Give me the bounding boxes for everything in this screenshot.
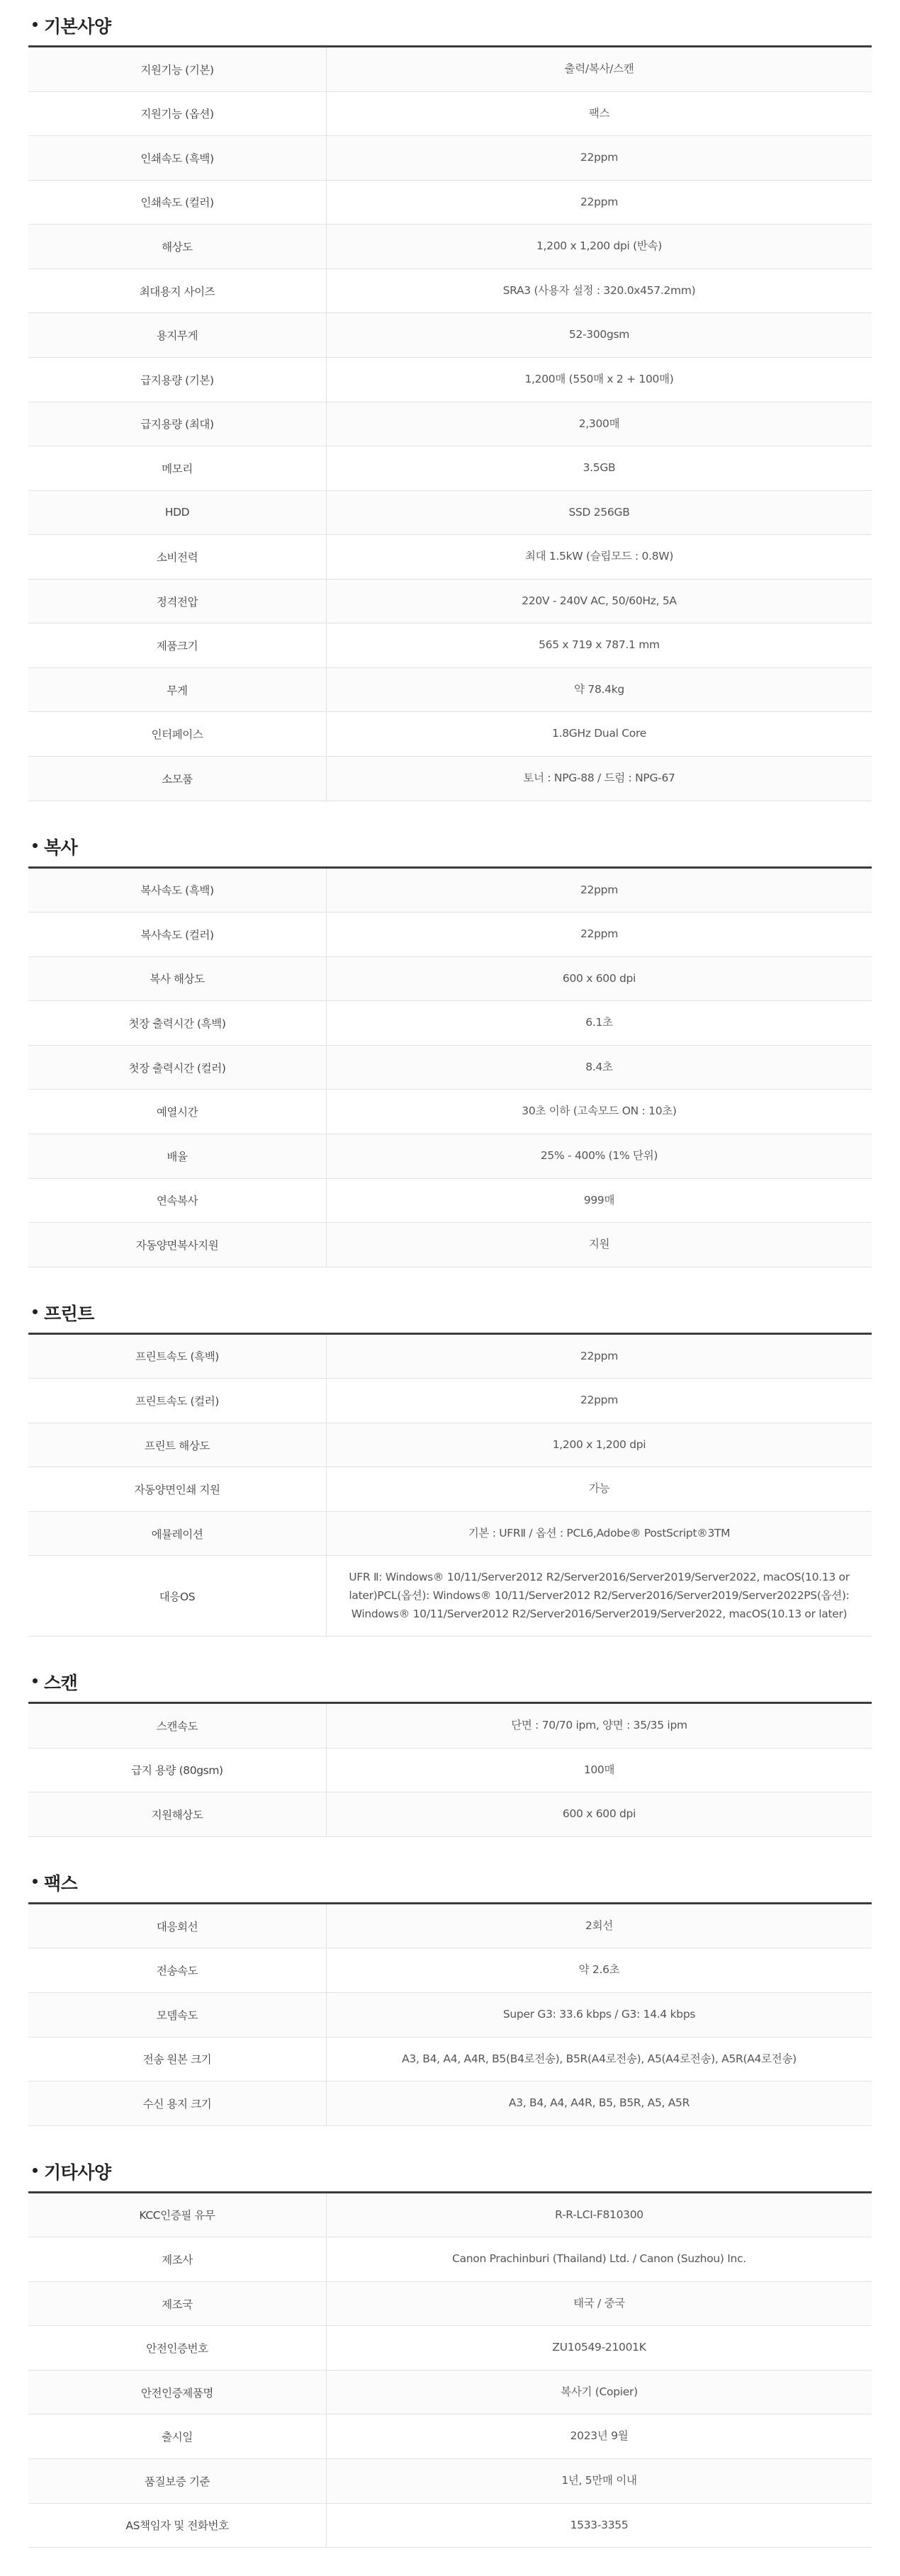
spec-value: 100매 (583, 1763, 615, 1776)
spec-label: 급지용량 (최대) (28, 402, 327, 446)
spec-value: 22ppm (580, 1349, 618, 1362)
spec-label: 출시일 (28, 2414, 327, 2459)
table-row (28, 1792, 872, 1837)
spec-label: 복사속도 (컬러) (28, 913, 327, 957)
spec-value: 22ppm (580, 151, 618, 164)
table-row (28, 2459, 872, 2504)
spec-value: 2,300매 (578, 417, 620, 430)
spec-label: 메모리 (28, 446, 327, 491)
table-row (28, 446, 872, 491)
spec-value: 8.4초 (585, 1060, 613, 1073)
spec-label: 예열시간 (28, 1090, 327, 1134)
table-row (28, 1703, 872, 1749)
spec-value: 2023년 9월 (570, 2429, 629, 2443)
section-title-label: 복사 (44, 837, 78, 858)
table-row (28, 867, 872, 913)
bullet-icon (33, 1879, 38, 1884)
spec-label: 용지무게 (28, 313, 327, 358)
spec-section (28, 13, 872, 801)
table-row (28, 2037, 872, 2081)
spec-value: 가능 (588, 1482, 610, 1496)
spec-label: 자동양면인쇄 지원 (28, 1467, 327, 1512)
spec-section (28, 1870, 872, 2126)
spec-value: SRA3 (사용자 설정 : 320.0x457.2mm) (502, 283, 696, 297)
bullet-icon (33, 1678, 38, 1683)
bullet-icon (33, 843, 38, 848)
table-row (28, 1001, 872, 1046)
spec-value: UFR Ⅱ: Windows® 10/11/Server2012 R2/Server2016/Server2019/Server2022, macOS(10.13 or later)PCL(옵션): Windows® 10/11/Server2012 R2/Server2016/Server2019/Server2022PS(옵션): Windows® 10/11/Server2012 R2/Server2016/Server2019/Server2022, macOS(10.13 or later) (349, 1571, 850, 1620)
spec-value: 단면 : 70/70 ipm, 양면 : 35/35 ipm (511, 1719, 687, 1732)
spec-value: A3, B4, A4, A4R, B5(B4로전송), B5R(A4로전송), A5(A4로전송), A5R(A4로전송) (402, 2052, 797, 2065)
spec-label: KCC인증필 유무 (28, 2192, 327, 2237)
table-row (28, 2192, 872, 2237)
section-title (28, 1300, 872, 1333)
spec-label: 프린트 해상도 (28, 1423, 327, 1467)
spec-value: 6.1초 (585, 1016, 613, 1029)
spec-table (28, 45, 872, 801)
table-row (28, 225, 872, 269)
spec-value: 지원 (588, 1238, 610, 1251)
spec-label: 복사속도 (흑백) (28, 867, 327, 913)
spec-label: 지원해상도 (28, 1792, 327, 1837)
spec-value: R-R-LCI-F810300 (555, 2208, 643, 2221)
table-row (28, 136, 872, 181)
table-row (28, 313, 872, 358)
table-row (28, 402, 872, 446)
section-title (28, 13, 872, 45)
spec-value: 1,200매 (550매 x 2 + 100매) (524, 372, 674, 385)
spec-label: 해상도 (28, 225, 327, 269)
table-row (28, 757, 872, 801)
spec-label: 배율 (28, 1134, 327, 1178)
table-row (28, 2237, 872, 2282)
table-row (28, 1223, 872, 1267)
table-row (28, 2081, 872, 2126)
table-row (28, 1748, 872, 1792)
spec-value: 기본 : UFRⅡ / 옵션 : PCL6,Adobe® PostScript®3TM (468, 1526, 731, 1540)
section-title (28, 1669, 872, 1702)
spec-table (28, 1702, 872, 1837)
spec-value: 3.5GB (583, 461, 616, 475)
section-title-label: 기본사양 (44, 16, 111, 37)
spec-value: 52-300gsm (568, 328, 630, 341)
table-row (28, 2370, 872, 2414)
table-row (28, 1045, 872, 1090)
spec-label: 프린트속도 (컬러) (28, 1379, 327, 1423)
spec-label: 에뮬레이션 (28, 1511, 327, 1556)
spec-section (28, 1669, 872, 1837)
table-row (28, 712, 872, 757)
spec-label: 소비전력 (28, 535, 327, 580)
spec-value: Super G3: 33.6 kbps / G3: 14.4 kbps (502, 2007, 696, 2021)
table-row (28, 2414, 872, 2459)
spec-label: 전송 원본 크기 (28, 2037, 327, 2081)
spec-label: HDD (28, 490, 327, 535)
spec-value: 토너 : NPG-88 / 드럼 : NPG-67 (523, 772, 675, 784)
spec-label: 복사 해상도 (28, 956, 327, 1001)
spec-label: 수신 용지 크기 (28, 2081, 327, 2126)
section-title-label: 기타사양 (44, 2162, 111, 2183)
section-title-label: 스캔 (44, 1673, 78, 1694)
table-row (28, 180, 872, 225)
spec-label: 전송속도 (28, 1948, 327, 1993)
spec-value: 최대 1.5kW (슬립모드 : 0.8W) (524, 550, 674, 563)
spec-label: 대응회선 (28, 1903, 327, 1948)
table-row (28, 1556, 872, 1637)
table-row (28, 1948, 872, 1993)
section-title-label: 팩스 (44, 1872, 78, 1894)
spec-label: 프린트속도 (흑백) (28, 1333, 327, 1379)
spec-value: SSD 256GB (568, 505, 630, 519)
spec-label: 정격전압 (28, 579, 327, 623)
spec-value: 25% - 400% (1% 단위) (540, 1148, 658, 1162)
spec-table (28, 866, 872, 1267)
table-row (28, 490, 872, 535)
spec-value: 팩스 (588, 106, 610, 120)
spec-label: 지원기능 (기본) (28, 47, 327, 92)
spec-value: ZU10549-21001K (552, 2341, 646, 2354)
spec-label: 인쇄속도 (흑백) (28, 136, 327, 181)
spec-label: 제조사 (28, 2237, 327, 2282)
spec-label: 제품크기 (28, 623, 327, 668)
spec-section (28, 834, 872, 1267)
spec-label: 첫장 출력시간 (흑백) (28, 1001, 327, 1046)
spec-label: 인터페이스 (28, 712, 327, 757)
table-row (28, 47, 872, 92)
table-row (28, 357, 872, 402)
spec-value: 565 x 719 x 787.1 mm (539, 638, 660, 652)
table-row (28, 2503, 872, 2548)
bullet-icon (33, 22, 38, 27)
spec-label: 안전인증제품명 (28, 2370, 327, 2414)
table-row (28, 91, 872, 136)
spec-value: 약 78.4kg (574, 682, 624, 696)
spec-label: 지원기능 (옵션) (28, 91, 327, 136)
spec-value: A3, B4, A4, A4R, B5, B5R, A5, A5R (508, 2096, 690, 2110)
spec-label: AS책임자 및 전화번호 (28, 2503, 327, 2548)
spec-value: 22ppm (580, 883, 618, 896)
spec-value: 1,200 x 1,200 dpi (552, 1437, 646, 1451)
spec-section (28, 2159, 872, 2548)
table-row (28, 1992, 872, 2037)
table-row (28, 1903, 872, 1948)
spec-value: 1년, 5만매 이내 (561, 2474, 637, 2487)
section-title (28, 1870, 872, 1902)
spec-value: 600 x 600 dpi (562, 971, 636, 985)
spec-value: 30초 이하 (고속모드 ON : 10초) (522, 1105, 677, 1118)
bullet-icon (33, 2168, 38, 2173)
spec-value: 600 x 600 dpi (562, 1807, 636, 1821)
spec-label: 품질보증 기준 (28, 2459, 327, 2504)
table-row (28, 623, 872, 668)
spec-label: 최대용지 사이즈 (28, 269, 327, 313)
table-row (28, 1333, 872, 1379)
spec-label: 안전인증번호 (28, 2326, 327, 2371)
table-row (28, 1090, 872, 1134)
table-row (28, 535, 872, 580)
table-row (28, 1423, 872, 1467)
table-row (28, 913, 872, 957)
table-row (28, 1511, 872, 1556)
spec-label: 제조국 (28, 2281, 327, 2326)
spec-label: 소모품 (28, 757, 327, 801)
section-title (28, 834, 872, 866)
spec-value: 22ppm (580, 927, 618, 941)
section-title-label: 프린트 (44, 1303, 94, 1324)
spec-sections (28, 13, 872, 2548)
spec-label: 연속복사 (28, 1178, 327, 1223)
spec-value: 태국 / 중국 (573, 2296, 625, 2310)
spec-table (28, 2191, 872, 2548)
table-row (28, 2326, 872, 2371)
spec-label: 첫장 출력시간 (컬러) (28, 1045, 327, 1090)
spec-value: 1,200 x 1,200 dpi (반속) (536, 239, 663, 253)
spec-value: 복사기 (Copier) (561, 2385, 638, 2398)
table-row (28, 667, 872, 712)
spec-value: 220V - 240V AC, 50/60Hz, 5A (522, 594, 677, 607)
table-row (28, 1178, 872, 1223)
spec-value: 출력/복사/스캔 (564, 62, 634, 75)
spec-label: 무게 (28, 667, 327, 712)
spec-table (28, 1902, 872, 2126)
spec-label: 급지 용량 (80gsm) (28, 1748, 327, 1792)
spec-value: 999매 (583, 1193, 615, 1207)
spec-value: 1.8GHz Dual Core (552, 727, 646, 740)
table-row (28, 2281, 872, 2326)
spec-value: Canon Prachinburi (Thailand) Ltd. / Canon (Suzhou) Inc. (452, 2252, 746, 2266)
table-row (28, 1467, 872, 1512)
spec-value: 22ppm (580, 1394, 618, 1407)
table-row (28, 579, 872, 623)
bullet-icon (33, 1309, 38, 1314)
table-row (28, 1134, 872, 1178)
table-row (28, 1379, 872, 1423)
section-title (28, 2159, 872, 2191)
spec-value: 2회선 (585, 1919, 613, 1932)
spec-label: 모뎀속도 (28, 1992, 327, 2037)
spec-label: 인쇄속도 (컬러) (28, 180, 327, 225)
spec-value: 1533-3355 (570, 2518, 629, 2531)
spec-label: 급지용량 (기본) (28, 357, 327, 402)
table-row (28, 956, 872, 1001)
spec-label: 대응OS (28, 1556, 327, 1637)
spec-label: 스캔속도 (28, 1703, 327, 1749)
spec-section (28, 1300, 872, 1637)
spec-label: 자동양면복사지원 (28, 1223, 327, 1267)
spec-table (28, 1333, 872, 1637)
table-row (28, 269, 872, 313)
spec-value: 약 2.6초 (578, 1963, 620, 1977)
spec-value: 22ppm (580, 195, 618, 208)
